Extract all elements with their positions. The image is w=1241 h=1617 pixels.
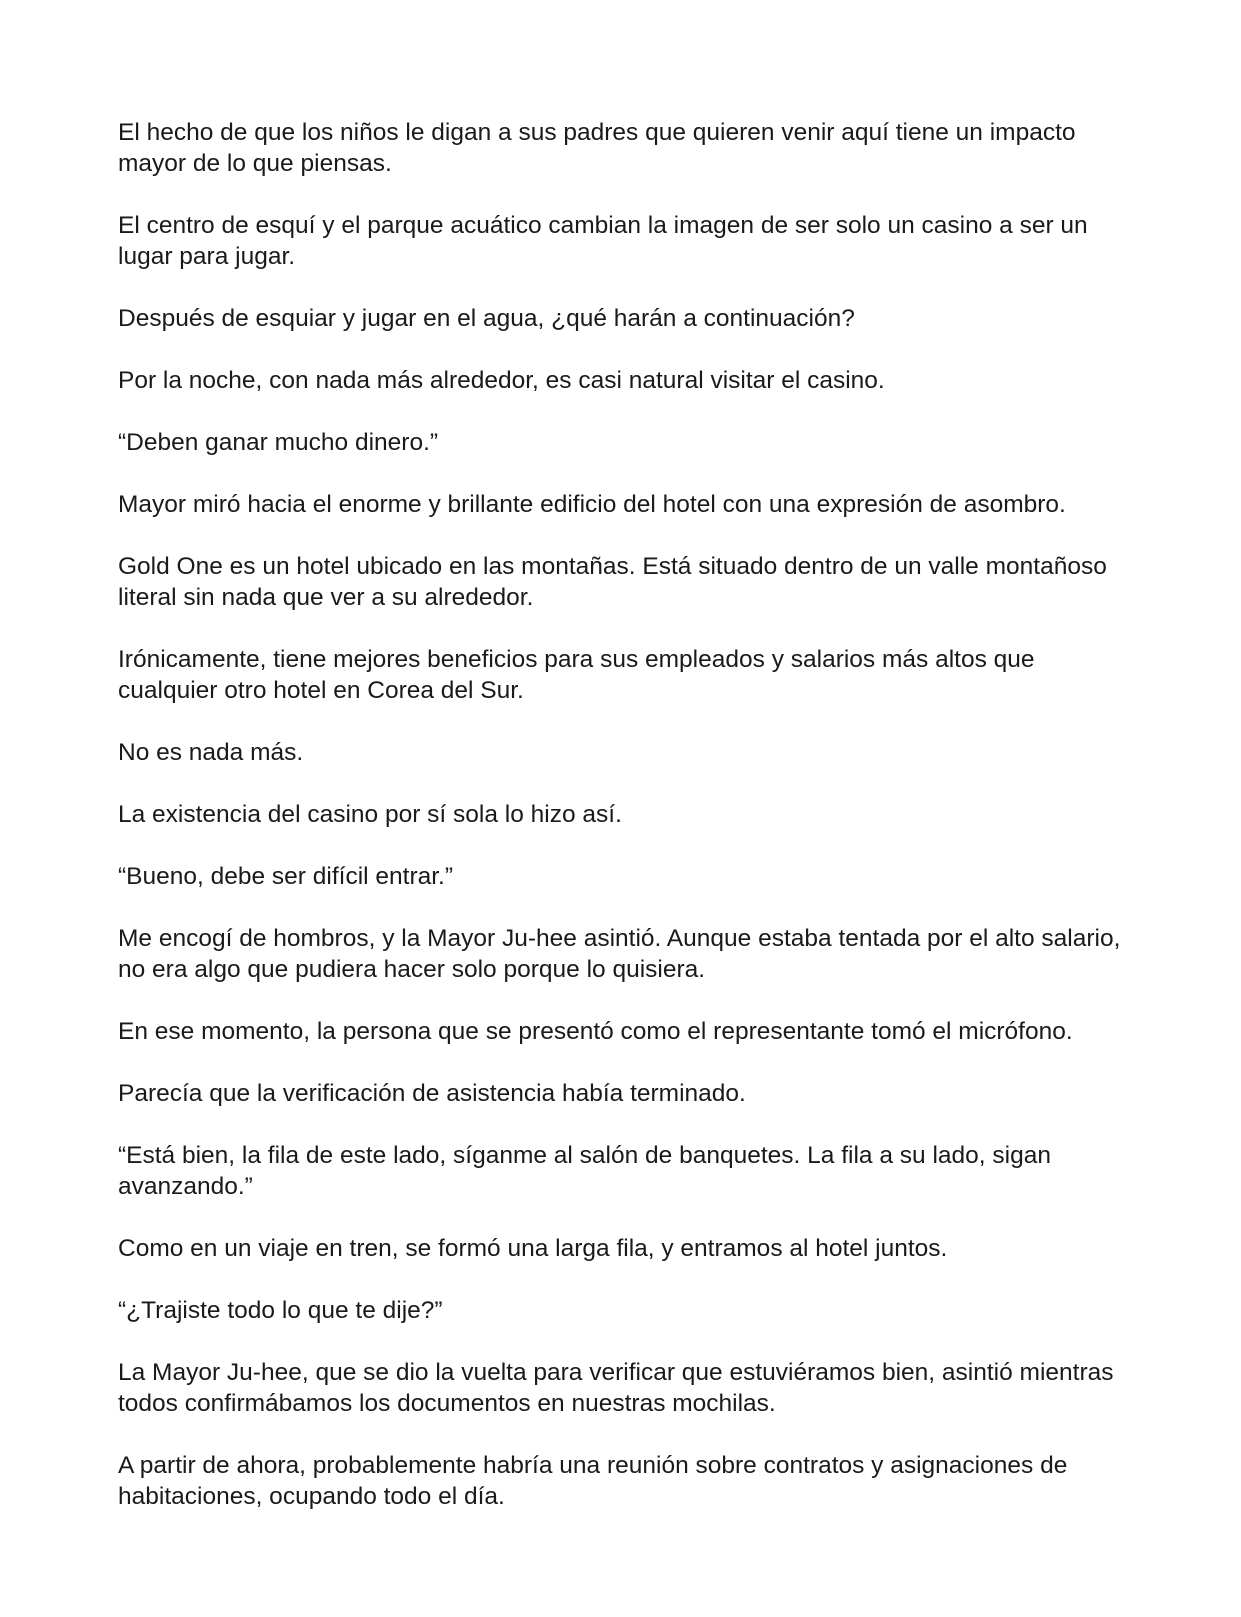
paragraph: En ese momento, la persona que se presentó como el representante tomó el micrófono. [118, 1018, 1073, 1045]
paragraph: Por la noche, con nada más alrededor, es casi natural visitar el casino. [118, 367, 885, 394]
paragraph: Me encogí de hombros, y la Mayor Ju-hee asintió. Aunque estaba tentada por el alto salario, no era algo que pudiera hacer solo porque lo quisiera. [118, 925, 1121, 983]
paragraph: “¿Trajiste todo lo que te dije?” [118, 1297, 443, 1324]
paragraph: El centro de esquí y el parque acuático cambian la imagen de ser solo un casino a ser un lugar para jugar. [118, 212, 1088, 270]
paragraph: El hecho de que los niños le digan a sus padres que quieren venir aquí tiene un impacto mayor de lo que piensas. [118, 119, 1076, 177]
paragraph: No es nada más. [118, 739, 304, 766]
document-body [118, 117, 1128, 1543]
paragraph: Mayor miró hacia el enorme y brillante edificio del hotel con una expresión de asombro. [118, 491, 1066, 518]
paragraph: Gold One es un hotel ubicado en las montañas. Está situado dentro de un valle montañoso literal sin nada que ver a su alrededor. [118, 553, 1107, 611]
paragraph: A partir de ahora, probablemente habría una reunión sobre contratos y asignaciones de habitaciones, ocupando todo el día. [118, 1452, 1068, 1510]
paragraph: La Mayor Ju-hee, que se dio la vuelta para verificar que estuviéramos bien, asintió mientras todos confirmábamos los documentos en nuestras mochilas. [118, 1359, 1114, 1417]
paragraph: La existencia del casino por sí sola lo hizo así. [118, 801, 622, 828]
paragraph: Irónicamente, tiene mejores beneficios para sus empleados y salarios más altos que cualquier otro hotel en Corea del Sur. [118, 646, 1035, 704]
paragraph: Después de esquiar y jugar en el agua, ¿qué harán a continuación? [118, 305, 855, 332]
paragraph: “Bueno, debe ser difícil entrar.” [118, 863, 454, 890]
paragraph: “Deben ganar mucho dinero.” [118, 429, 439, 456]
paragraph: Como en un viaje en tren, se formó una larga fila, y entramos al hotel juntos. [118, 1235, 948, 1262]
paragraph: Parecía que la verificación de asistencia había terminado. [118, 1080, 746, 1107]
paragraph: “Está bien, la fila de este lado, síganme al salón de banquetes. La fila a su lado, sigan avanzando.” [118, 1142, 1051, 1200]
